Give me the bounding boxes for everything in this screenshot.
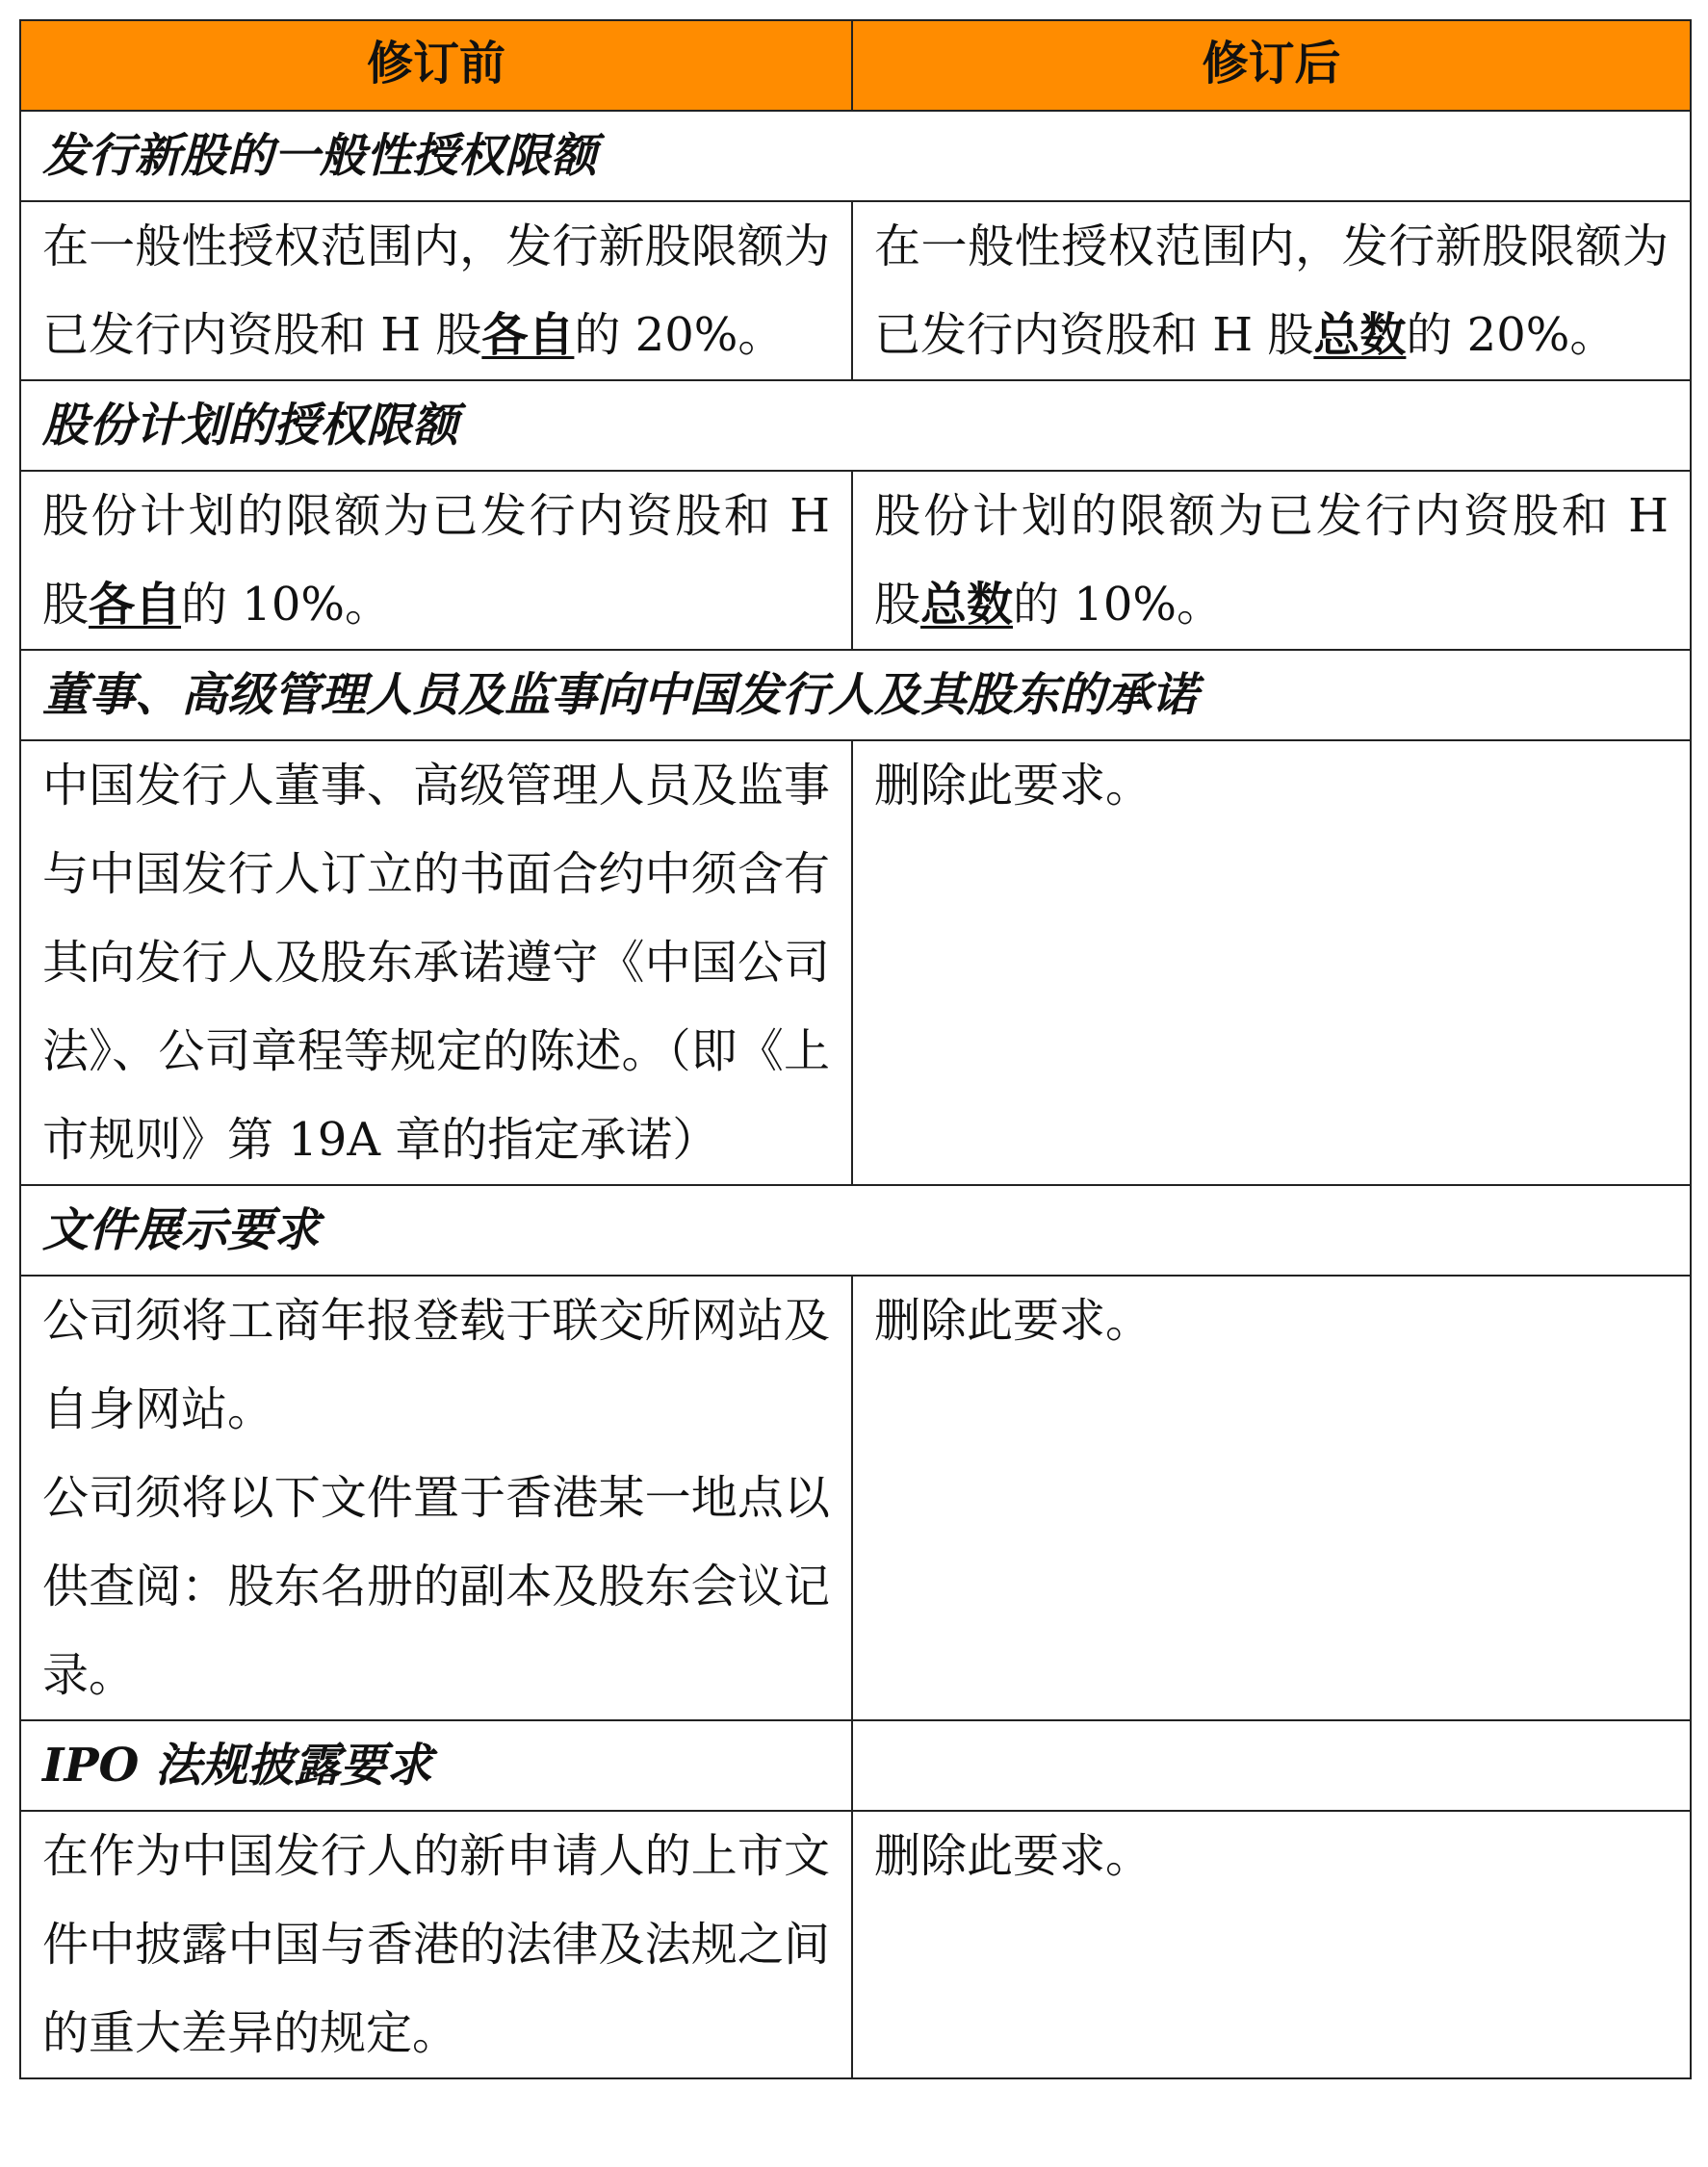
cell-before (20, 1811, 852, 2078)
text-before-suffix: 的 20%。 (574, 308, 785, 362)
content-row-document-display (20, 1276, 1691, 1720)
content-row-undertakings (20, 740, 1691, 1185)
section-row-undertakings (20, 650, 1691, 740)
section-row-document-display (20, 1185, 1691, 1276)
cell-after (852, 201, 1691, 380)
text-after-suffix: 的 20%。 (1406, 308, 1617, 362)
text-after: 删除此要求。 (874, 1294, 1152, 1348)
revision-comparison-table (19, 19, 1692, 2079)
paragraph: 中国发行人董事、高级管理人员及监事与中国发行人订立的书面合约中须含有其向发行人及股东承诺遵守《中国公司法》、公司章程等规定的陈述。（即《上市规则》第 19A 章的指定承诺） (42, 759, 830, 1167)
text-before: 在一般性授权范围内，发行新股限额为已发行内资股和 H 股 (42, 219, 830, 362)
text-after: 删除此要求。 (874, 759, 1152, 813)
emphasis-text: 各自 (89, 578, 182, 632)
section-title: 文件展示要求 (20, 1185, 1691, 1276)
text-after: 在一般性授权范围内，发行新股限额为已发行内资股和 H 股 (874, 219, 1669, 362)
paragraph: 在作为中国发行人的新申请人的上市文件中披露中国与香港的法律及法规之间的重大差异的规定。 (42, 1829, 830, 2060)
content-row-share-scheme (20, 471, 1691, 650)
cell-before (20, 471, 852, 650)
section-title-empty-cell (852, 1720, 1691, 1811)
text-after: 股份计划的限额为已发行内资股和 H 股 (874, 489, 1669, 632)
comparison-document (19, 19, 1690, 2079)
cell-before (20, 740, 852, 1185)
text-after-suffix: 的 10%。 (1013, 578, 1223, 632)
text-before: 股份计划的限额为已发行内资股和 H 股 (42, 489, 830, 632)
paragraph: 公司须将以下文件置于香港某一地点以供查阅：股东名册的副本及股东会议记录。 (42, 1471, 830, 1702)
section-title: 股份计划的授权限额 (20, 380, 1691, 471)
table-header-row (20, 20, 1691, 111)
emphasis-text: 各自 (481, 308, 575, 362)
cell-before (20, 201, 852, 380)
cell-after (852, 1811, 1691, 2078)
paragraph: 公司须将工商年报登载于联交所网站及自身网站。 (42, 1294, 830, 1436)
header-after-revision: 修订后 (852, 20, 1691, 111)
content-row-general-mandate (20, 201, 1691, 380)
section-title: 董事、高级管理人员及监事向中国发行人及其股东的承诺 (20, 650, 1691, 740)
section-title: 发行新股的一般性授权限额 (20, 111, 1691, 201)
cell-after (852, 471, 1691, 650)
section-row-share-scheme (20, 380, 1691, 471)
emphasis-text: 总数 (1313, 308, 1407, 362)
cell-after (852, 1276, 1691, 1720)
section-title: IPO 法规披露要求 (20, 1720, 852, 1811)
text-before-suffix: 的 10%。 (181, 578, 391, 632)
text-after: 删除此要求。 (874, 1829, 1152, 1883)
section-row-ipo-disclosure (20, 1720, 1691, 1811)
header-before-revision: 修订前 (20, 20, 852, 111)
cell-before (20, 1276, 852, 1720)
cell-after (852, 740, 1691, 1185)
emphasis-text: 总数 (920, 578, 1014, 632)
section-row-general-mandate (20, 111, 1691, 201)
content-row-ipo-disclosure (20, 1811, 1691, 2078)
